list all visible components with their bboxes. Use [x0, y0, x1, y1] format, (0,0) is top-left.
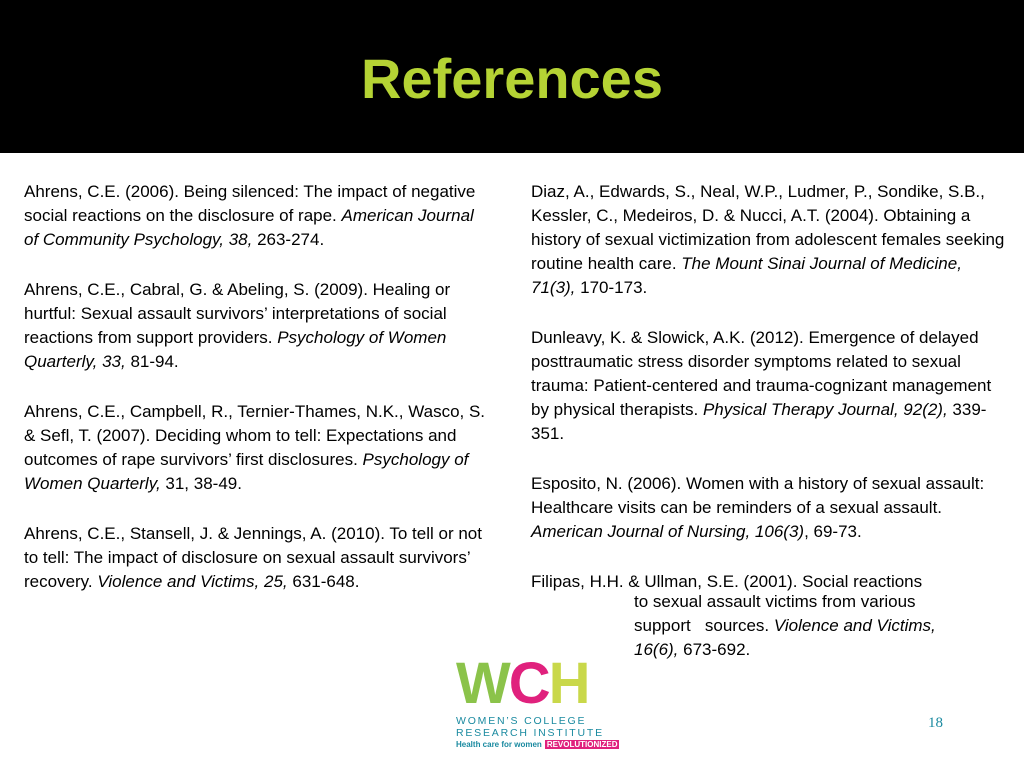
reference-journal: American Journal of Nursing, 106(3)	[531, 522, 805, 541]
wcri-logo	[452, 651, 618, 758]
reference-text: Ahrens, C.E., Cabral, G. & Abeling, S. (2009). Healing or hurtful: Sexual assault survivors’ interpretations of social reactions from support providers.	[24, 280, 451, 347]
reference-text: Diaz, A., Edwards, S., Neal, W.P., Ludmer, P., Sondike, S.B., Kessler, C., Medeiros, D. & Nucci, A.T. (2004). Obtaining a history of sexual victimization from adolescent females seeking routine health care.	[531, 182, 1005, 273]
reference-journal: Psychology of Women Quarterly,	[24, 450, 469, 493]
reference-text: Ahrens, C.E. (2006). Being silenced: The impact of negative social reactions on the disclosure of rape.	[24, 182, 476, 225]
reference-pages: 81-94.	[125, 352, 179, 371]
logo-letter-c: C	[508, 651, 549, 716]
reference-text: Dunleavy, K. & Slowick, A.K. (2012). Emergence of delayed posttraumatic stress disorder symptoms related to sexual trauma: Patient-centered and trauma-cognizant management by physical therapists.	[531, 328, 992, 419]
reference-item	[24, 180, 492, 252]
reference-line	[634, 614, 1007, 638]
reference-item	[24, 400, 492, 496]
reference-text: Ahrens, C.E., Stansell, J. & Jennings, A. (2010). To tell or not to tell: The impact of disclosure on sexual assault survivors’ recovery.	[24, 524, 482, 591]
reference-pages: 339-351.	[531, 400, 987, 443]
reference-text: support sources.	[634, 616, 774, 635]
logo-name-line1: WOMEN’S COLLEGE	[456, 715, 587, 727]
page-title: References	[361, 47, 663, 110]
reference-pages: 673-692.	[678, 640, 751, 659]
reference-item	[24, 522, 492, 594]
logo-tagline-text: Health care for women	[456, 740, 542, 749]
reference-line	[634, 638, 1007, 662]
reference-item	[531, 180, 1007, 300]
reference-indented-block	[531, 590, 1007, 662]
logo-letter-w: W	[456, 651, 509, 716]
reference-journal: Psychology of Women Quarterly, 33,	[24, 328, 447, 371]
reference-item	[531, 472, 1007, 544]
reference-item-last	[531, 570, 1007, 662]
reference-line: to sexual assault victims from various	[634, 592, 916, 611]
page-number: 18	[928, 715, 943, 731]
references-left-column	[24, 180, 492, 620]
logo-letters	[456, 651, 589, 716]
reference-journal: Physical Therapy Journal, 92(2),	[702, 400, 948, 419]
reference-journal: American Journal of Community Psychology, 38,	[24, 206, 474, 249]
reference-volume: 16(6),	[634, 640, 679, 659]
reference-text: Esposito, N. (2006). Women with a history of sexual assault: Healthcare visits can be reminders of a sexual assault.	[531, 474, 985, 517]
logo-letter-h: H	[548, 651, 589, 716]
reference-pages: , 69-73.	[804, 522, 862, 541]
reference-line: Filipas, H.H. & Ullman, S.E. (2001). Social reactions	[531, 572, 923, 591]
logo-name-line2: RESEARCH INSTITUTE	[456, 727, 604, 739]
references-right-column	[531, 180, 1007, 688]
reference-item	[24, 278, 492, 374]
reference-pages: 263-274.	[252, 230, 325, 249]
logo-tagline-highlight: REVOLUTIONIZED	[546, 740, 618, 749]
title-bar	[0, 0, 1024, 153]
reference-pages: 31, 38-49.	[160, 474, 242, 493]
reference-pages: 170-173.	[575, 278, 648, 297]
logo-tagline	[456, 740, 619, 749]
reference-pages: 631-648.	[287, 572, 360, 591]
reference-journal: Violence and Victims,	[773, 616, 936, 635]
reference-journal: Violence and Victims, 25,	[97, 572, 288, 591]
reference-journal: The Mount Sinai Journal of Medicine, 71(3),	[531, 254, 962, 297]
reference-item	[531, 326, 1007, 446]
reference-text: Ahrens, C.E., Campbell, R., Ternier-Thames, N.K., Wasco, S. & Sefl, T. (2007). Deciding whom to tell: Expectations and outcomes of rape survivors’ first disclosures.	[24, 402, 486, 469]
logo-mark	[456, 651, 614, 716]
